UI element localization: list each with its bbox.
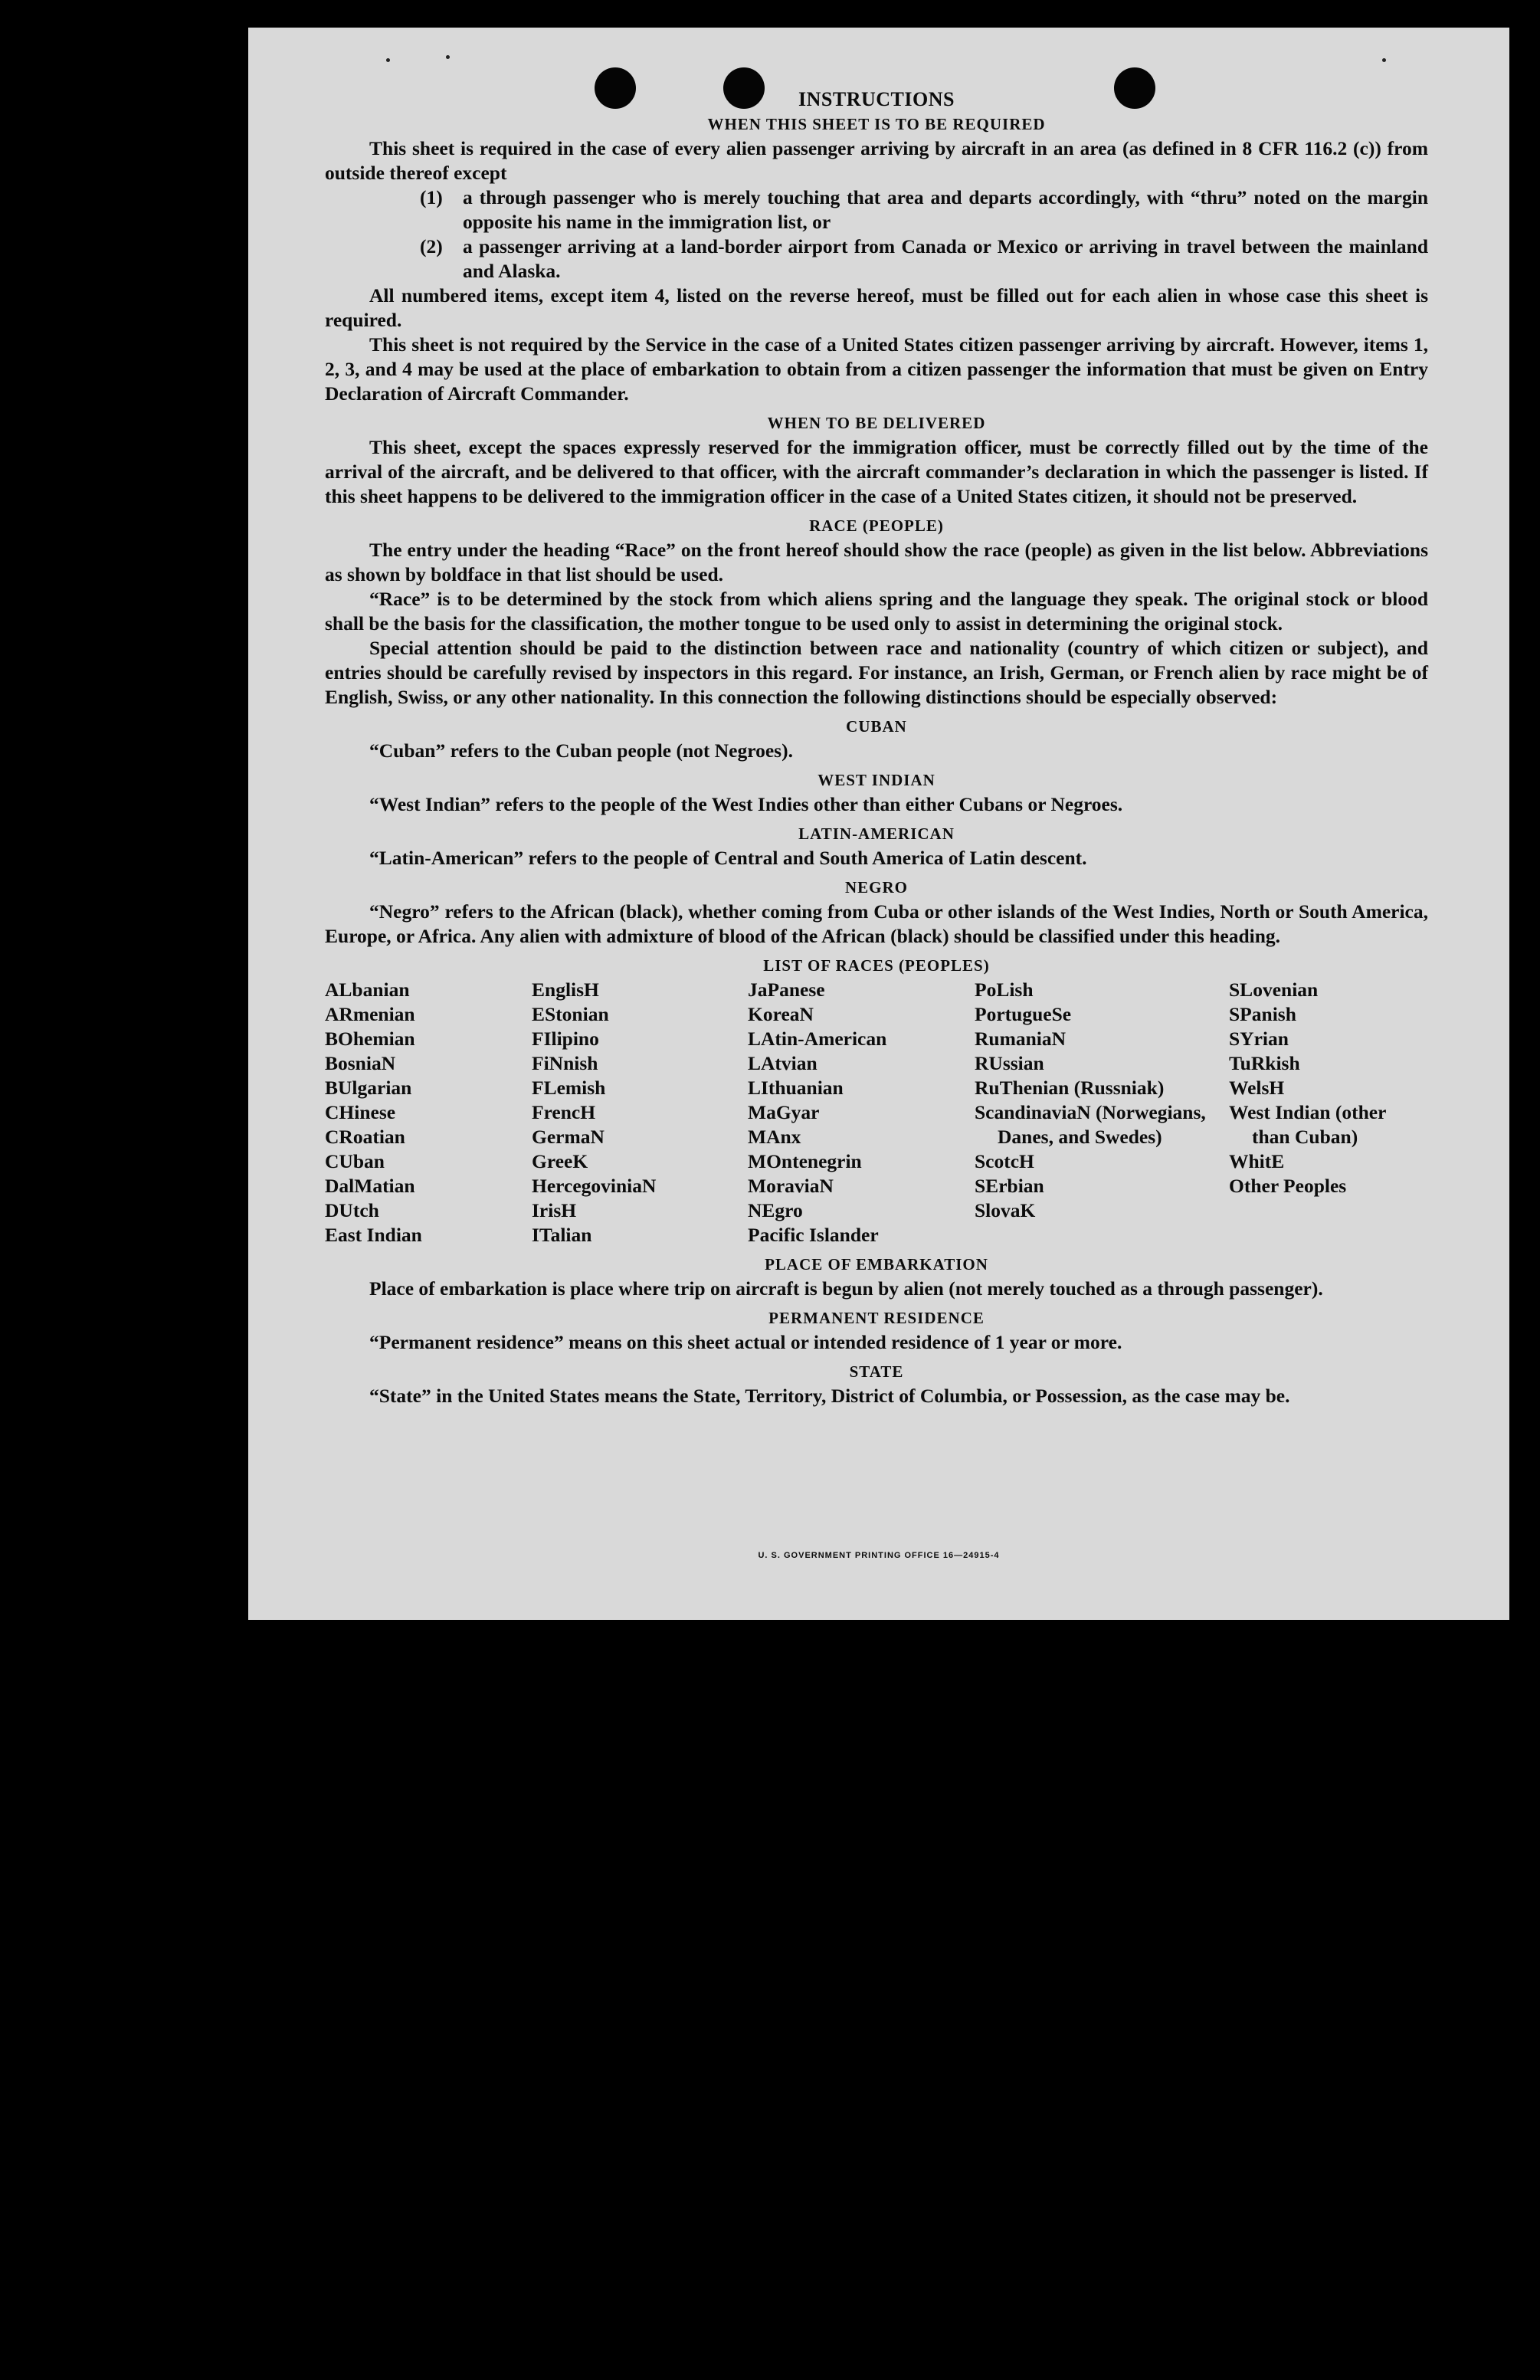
- race-entry: LAtin-American: [748, 1028, 887, 1050]
- document-page: [248, 28, 1509, 1620]
- race-entry: WelsH: [1229, 1077, 1285, 1099]
- paragraph-cuban: “Cuban” refers to the Cuban people (not Negroes).: [369, 739, 793, 762]
- race-entry: KoreaN: [748, 1003, 814, 1025]
- speck: [1382, 58, 1386, 62]
- printing-office-footer: U. S. GOVERNMENT PRINTING OFFICE 16—24915-4: [758, 1551, 1000, 1560]
- heading-west-indian: WEST INDIAN: [818, 771, 935, 789]
- race-entry: CRoatian: [325, 1126, 405, 1148]
- race-entry: MoraviaN: [748, 1175, 834, 1197]
- paragraph-latin-american: “Latin-American” refers to the people of Central and South America of Latin descent.: [369, 847, 1087, 869]
- paragraph-numbered-items: All numbered items, except item 4, listed on the reverse hereof, must be filled out for each alien in whose case this sheet is required.: [325, 284, 1428, 331]
- heading-permanent-residence: PERMANENT RESIDENCE: [768, 1309, 985, 1327]
- races-column-1: [325, 978, 523, 1247]
- race-entry: GreeK: [532, 1150, 588, 1172]
- race-entry: MaGyar: [748, 1101, 820, 1123]
- paragraph-race-2: “Race” is to be determined by the stock from which aliens spring and the language they speak. The original stock or blood shall be the basis for the classification, the mother tongue to be used only to assist in determining the original stock.: [325, 588, 1428, 634]
- paragraph-permanent-residence: “Permanent residence” means on this sheet actual or intended residence of 1 year or more.: [369, 1331, 1122, 1353]
- race-entry: BOhemian: [325, 1028, 415, 1050]
- heading-when-delivered: WHEN TO BE DELIVERED: [767, 414, 986, 432]
- paragraph-state: “State” in the United States means the State, Territory, District of Columbia, or Possession, as the case may be.: [369, 1385, 1290, 1407]
- paragraph-when-delivered: This sheet, except the spaces expressly reserved for the immigration officer, must be correctly filled out by the time of the arrival of the aircraft, and be delivered to that officer, with the aircraft commander’s declaration in which the passenger is listed. If this sheet happens to be delivered to the immigration officer in the case of a United States citizen, it should not be preserved.: [325, 436, 1428, 507]
- item-text: a passenger arriving at a land-border airport from Canada or Mexico or arriving in travel between the mainland and Alaska.: [463, 235, 1428, 282]
- race-entry: CHinese: [325, 1101, 396, 1123]
- heading-negro: NEGRO: [844, 878, 908, 897]
- list-item: [420, 185, 1428, 234]
- heading-race: RACE (PEOPLE): [809, 516, 944, 535]
- race-entry: LAtvian: [748, 1052, 818, 1074]
- list-item: [420, 234, 1428, 284]
- race-entry: SErbian: [975, 1175, 1044, 1197]
- race-entry: MAnx: [748, 1126, 801, 1148]
- race-entry: ScandinaviaN (Norwegians, Danes, and Swedes): [975, 1101, 1206, 1148]
- race-entry: RUssian: [975, 1052, 1044, 1074]
- race-entry: CUban: [325, 1150, 385, 1172]
- race-entry: DUtch: [325, 1199, 379, 1221]
- race-entry: WhitE: [1229, 1150, 1285, 1172]
- heading-list-of-races: LIST OF RACES (PEOPLES): [763, 956, 990, 975]
- races-column-5: [1229, 978, 1428, 1247]
- race-entry: GermaN: [532, 1126, 605, 1148]
- heading-cuban: CUBAN: [846, 717, 907, 736]
- race-entry: East Indian: [325, 1224, 422, 1246]
- race-entry: SLovenian: [1229, 979, 1319, 1001]
- race-entry: FLemish: [532, 1077, 606, 1099]
- race-entry: Pacific Islander: [748, 1224, 879, 1246]
- heading-place-of-embarkation: PLACE OF EMBARKATION: [765, 1255, 988, 1274]
- race-entry: TuRkish: [1229, 1052, 1300, 1074]
- race-entry: ScotcH: [975, 1150, 1034, 1172]
- speck: [446, 55, 450, 59]
- paragraph-race-3: Special attention should be paid to the distinction between race and nationality (country of which citizen or subject), and entries should be carefully revised by inspectors in this regard. For instance, an Irish, German, or French alien by race might be of English, Swiss, or any other nationality. In this connection the following distinctions should be especially observed:: [325, 637, 1428, 708]
- race-entry: IrisH: [532, 1199, 577, 1221]
- race-entry: ALbanian: [325, 979, 410, 1001]
- race-entry: PoLish: [975, 979, 1034, 1001]
- race-entry: SPanish: [1229, 1003, 1296, 1025]
- item-number: (2): [420, 235, 443, 257]
- races-column-4: [975, 978, 1220, 1247]
- paragraph-negro: “Negro” refers to the African (black), whether coming from Cuba or other islands of the West Indies, North or South America, Europe, or Africa. Any alien with admixture of blood of the African (black) should be classified under this heading.: [325, 900, 1428, 947]
- race-entry: BUlgarian: [325, 1077, 412, 1099]
- race-entry: FiNnish: [532, 1052, 598, 1074]
- heading-latin-american: LATIN-AMERICAN: [798, 824, 955, 843]
- page-title: INSTRUCTIONS: [798, 88, 955, 110]
- races-column-2: [532, 978, 739, 1247]
- paragraph-race-1: The entry under the heading “Race” on the front hereof should show the race (people) as given in the list below. Abbreviations as shown by boldface in that list should be used.: [325, 539, 1428, 585]
- race-entry: PortugueSe: [975, 1003, 1072, 1025]
- race-entry: EStonian: [532, 1003, 609, 1025]
- paragraph-when-required-intro: This sheet is required in the case of every alien passenger arriving by aircraft in an area (as defined in 8 CFR 116.2 (c)) from outside thereof except: [325, 137, 1428, 184]
- item-number: (1): [420, 186, 443, 208]
- race-entry: RuThenian (Russniak): [975, 1077, 1165, 1099]
- race-entry: Other Peoples: [1229, 1175, 1347, 1197]
- race-entry: ITalian: [532, 1224, 592, 1246]
- paragraph-place-of-embarkation: Place of embarkation is place where trip on aircraft is begun by alien (not merely touched as a through passenger).: [369, 1277, 1323, 1300]
- race-entry: JaPanese: [748, 979, 825, 1001]
- speck: [386, 58, 390, 62]
- race-entry: MOntenegrin: [748, 1150, 862, 1172]
- race-entry: RumaniaN: [975, 1028, 1067, 1050]
- race-entry: SlovaK: [975, 1199, 1036, 1221]
- heading-state: STATE: [849, 1362, 904, 1381]
- paragraph-not-required: This sheet is not required by the Service in the case of a United States citizen passenger arriving by aircraft. However, items 1, 2, 3, and 4 may be used at the place of embarkation to obtain from a citizen passenger the information that must be given on Entry Declaration of Aircraft Commander.: [325, 333, 1428, 405]
- race-entry: SYrian: [1229, 1028, 1289, 1050]
- item-text: a through passenger who is merely touching that area and departs accordingly, with “thru” noted on the margin opposite his name in the immigration list, or: [463, 186, 1428, 233]
- race-entry: HercegoviniaN: [532, 1175, 657, 1197]
- paragraph-west-indian: “West Indian” refers to the people of the West Indies other than either Cubans or Negroes.: [369, 793, 1123, 815]
- instructions-content: [325, 87, 1428, 1408]
- race-entry: BosniaN: [325, 1052, 396, 1074]
- heading-when-required: WHEN THIS SHEET IS TO BE REQUIRED: [707, 115, 1046, 133]
- race-entry: FrencH: [532, 1101, 596, 1123]
- race-entry: EnglisH: [532, 979, 599, 1001]
- race-entry: NEgro: [748, 1199, 803, 1221]
- race-entry: FIlipino: [532, 1028, 599, 1050]
- race-entry: ARmenian: [325, 1003, 415, 1025]
- race-entry: West Indian (other than Cuban): [1229, 1101, 1386, 1148]
- races-list: [325, 978, 1428, 1247]
- race-entry: LIthuanian: [748, 1077, 844, 1099]
- race-entry: DalMatian: [325, 1175, 415, 1197]
- races-column-3: [748, 978, 965, 1247]
